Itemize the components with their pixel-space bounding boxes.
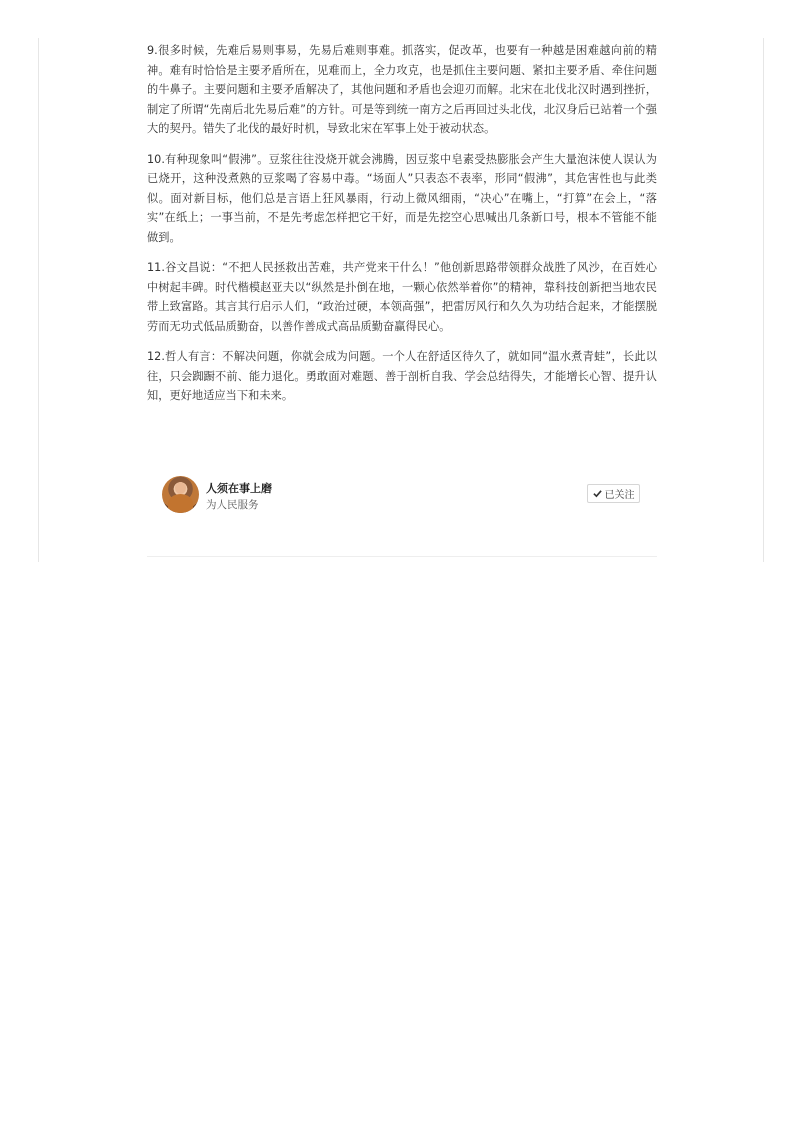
avatar-robe	[168, 494, 193, 513]
follow-button-label: 已关注	[604, 490, 635, 501]
avatar[interactable]	[162, 476, 199, 513]
author-name[interactable]: 人须在事上磨	[206, 482, 272, 495]
check-icon	[593, 489, 602, 498]
article-body	[147, 41, 657, 417]
author-description: 为人民服务	[206, 499, 259, 511]
avatar-head	[175, 482, 186, 494]
author-card	[162, 476, 642, 514]
paragraph-11: 11.谷文昌说：“不把人民拯救出苦难，共产党来干什么！”他创新思路带领群众战胜了风沙，在百姓心中树起丰碑。时代楷模赵亚夫以“纵然是扑倒在地，一颗心依然举着你”的精神，靠科技创新把当地农民带上致富路。其言其行启示人们，“政治过硬，本领高强”，把雷厉风行和久久为功结合起来，才能摆脱劳而无功式低品质勤奋，以善作善成式高品质勤奋赢得民心。	[147, 261, 657, 333]
follow-button[interactable]	[587, 484, 640, 503]
paragraph-12: 12.哲人有言：不解决问题，你就会成为问题。一个人在舒适区待久了，就如同“温水煮青蛙”，长此以往，只会踟蹰不前、能力退化。勇敢面对难题、善于剖析自我、学会总结得失，才能增长心智、提升认知，更好地适应当下和未来。	[147, 350, 657, 402]
divider	[147, 556, 657, 557]
paragraph-9: 9.很多时候，先难后易则事易，先易后难则事难。抓落实，促改革，也要有一种越是困难越向前的精神。难有时恰恰是主要矛盾所在，见难而上，全力攻克，也是抓住主要问题、紧扣主要矛盾、牵住问题的牛鼻子。主要问题和主要矛盾解决了，其他问题和矛盾也会迎刃而解。北宋在北伐北汉时遇到挫折，制定了所谓“先南后北先易后难”的方针。可是等到统一南方之后再回过头北伐，北汉身后已站着一个强大的契丹。错失了北伐的最好时机，导致北宋在军事上处于被动状态。	[147, 44, 657, 135]
paragraph-10: 10.有种现象叫“假沸”。豆浆往往没烧开就会沸腾，因豆浆中皂素受热膨胀会产生大量泡沫使人误认为已烧开，这种没煮熟的豆浆喝了容易中毒。“场面人”只表态不表率，形同“假沸”，其危害性也与此类似。面对新目标，他们总是言语上狂风暴雨，行动上微风细雨，“决心”在嘴上，“打算”在会上，“落实”在纸上；一事当前，不是先考虑怎样把它干好，而是先挖空心思喊出几条新口号，根本不管能不能做到。	[147, 152, 657, 244]
